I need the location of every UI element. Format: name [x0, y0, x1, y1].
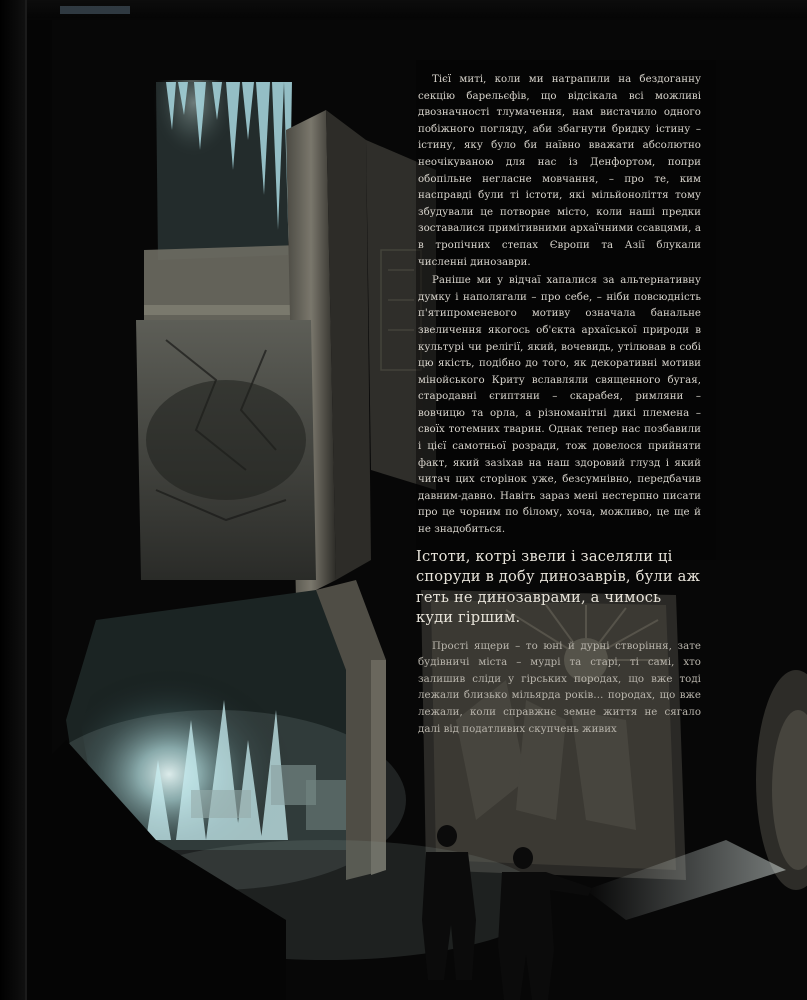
- gutter-line: [25, 0, 27, 1000]
- paragraph-3: Прості ящери – то юні й дурні створіння, зате будівничі міста – мудрі та старі, ті самі, хто залишив сліди у гірських породах, що вже тоді лежали близько мільярда років… породах, що вже лежали, коли справжнє земне життя не сягало далі від податливих скупчень живих: [418, 640, 701, 735]
- pull-quote: Істоти, котрі звели і заселяли ці споруди в добу динозаврів, були аж геть не динозаврами, а чимось куди гіршим.: [416, 547, 701, 627]
- paragraph-2: Раніше ми у відчаї хапалися за альтернативну думку і наполягали – про себе, – ніби повсюдність п'ятипроменевого мотиву означала банальне звеличення якогось об'єкта архаїської природи в культурі чи релігії, який, вочевидь, утілював в собі цю якість, подібно до того, як декоративні мотиви мінойського Криту вславляли священного бугая, стародавні єгиптяни – скарабея, римляни – вовчицю та орла, а різноманітні дикі племена – своїх тотемних тварин. Однак тепер нас позбавили і цієї самотньої розради, тож довелося прийняти факт, який зазіхав на наш здоровий глузд і який читач цих сторінок уже, безсумнівно, передбачив давним-давно. Навіть зараз мені нестерпно писати про це чорним по білому, хоча, можливо, це ще й не знадобиться.: [418, 275, 701, 536]
- scan-edge-mark: [60, 6, 130, 14]
- article-text: [418, 72, 701, 738]
- page-gutter: [0, 0, 26, 1000]
- paragraph-1: Тієї миті, коли ми натрапили на бездоганну секцію барельєфів, що відсікала всі можливі двозначності тлумачення, нам вистачило одного побіжного погляду, аби збагнути бридку істину – істину, яку було би наївно вважати абсолютно неочікуваною для нас із Денфортом, попри обопільне негласне мовчання, – про те, ким насправді були ті істоти, які мільйоноліття тому збудували це потворне місто, коли наші предки зоставалися примітивними архаїчними ссавцями, а в тропічних степах Європи та Азії блукали численні динозаври.: [418, 74, 701, 268]
